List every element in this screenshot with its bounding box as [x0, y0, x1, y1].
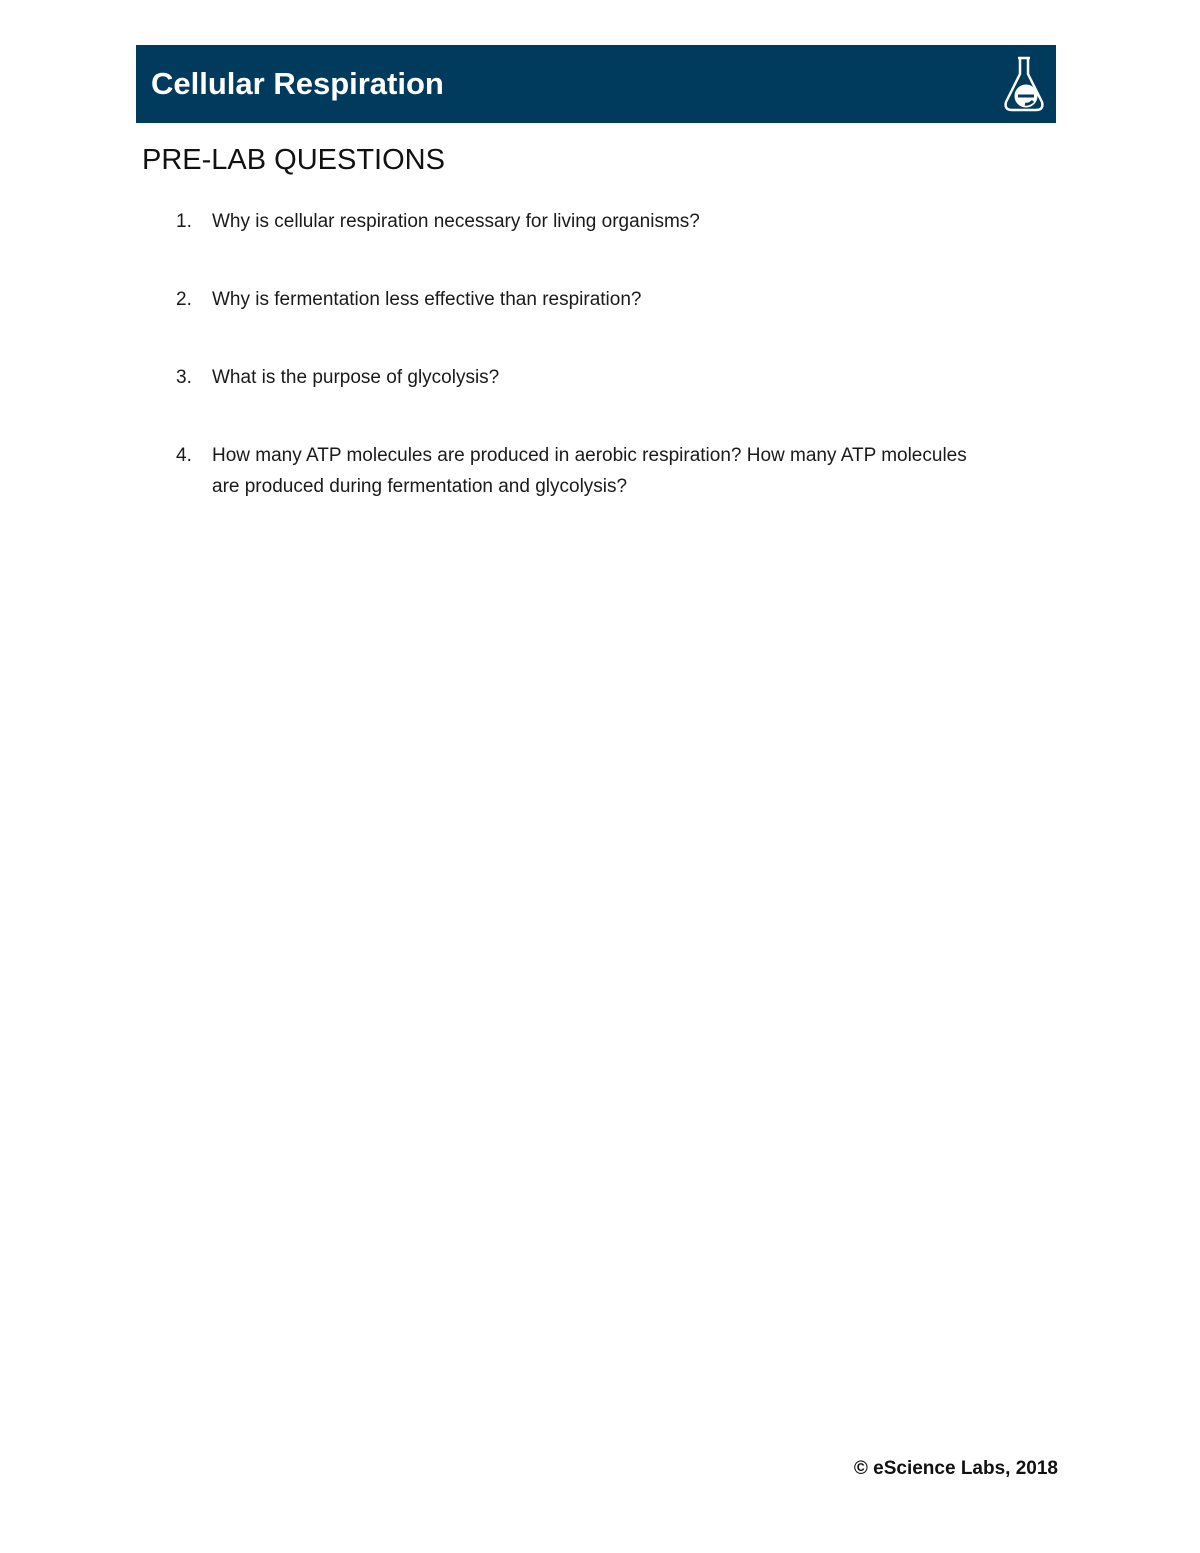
question-number: 4. — [176, 445, 192, 466]
question-number: 3. — [176, 367, 192, 388]
section-heading: PRE-LAB QUESTIONS — [142, 144, 445, 176]
question-text: How many ATP molecules are produced in aerobic respiration? How many ATP molecules are produced during fermentation and glycolysis? — [212, 445, 967, 497]
document-title: Cellular Respiration — [151, 66, 444, 101]
flask-e-logo-icon — [1002, 54, 1046, 114]
question-text: Why is cellular respiration necessary for living organisms? — [212, 211, 700, 232]
question-text: What is the purpose of glycolysis? — [212, 367, 500, 388]
copyright-footer: © eScience Labs, 2018 — [853, 1458, 1058, 1479]
question-number: 2. — [176, 289, 192, 310]
question-item — [172, 440, 992, 502]
question-list — [172, 206, 992, 502]
question-item — [172, 362, 992, 393]
question-item — [172, 206, 992, 237]
question-number: 1. — [176, 211, 192, 232]
header-banner — [136, 45, 1056, 123]
question-text: Why is fermentation less effective than respiration? — [212, 289, 642, 310]
question-item — [172, 284, 992, 315]
